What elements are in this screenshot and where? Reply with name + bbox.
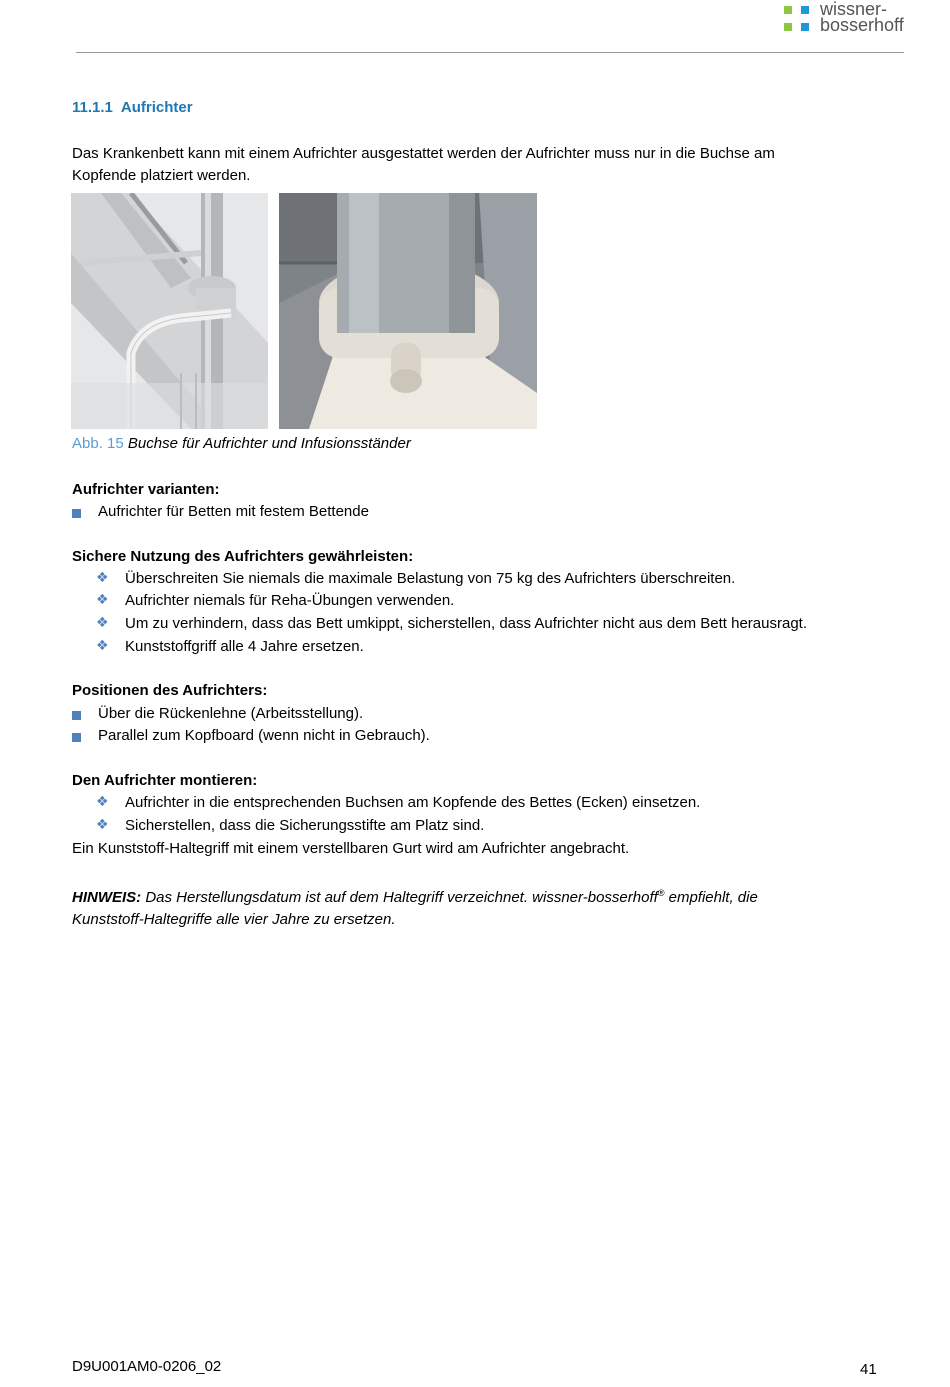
intro-line-2: Kopfende platziert werden. [72, 167, 251, 184]
diamond-bullet-icon: ❖ [96, 638, 109, 654]
brand-logo [784, 0, 914, 38]
diamond-bullet-icon: ❖ [96, 794, 109, 810]
note-text: empfiehlt, die [664, 889, 758, 906]
note-text: Das Herstellungsdatum ist auf dem Haltegriff verzeichnet. wissner-bosserhoff [141, 889, 658, 906]
section-title-text: Aufrichter [120, 99, 193, 116]
note-lead: HINWEIS: [72, 889, 142, 906]
logo-text-line1: wissner- [820, 0, 888, 19]
document-code: D9U001AM0-0206_02 [72, 1358, 222, 1375]
note-line-2: Kunststoff-Haltegriffe alle vier Jahre zu ersetzen. [72, 911, 396, 928]
list-item-text: Aufrichter in die entsprechenden Buchsen am Kopfende des Bettes (Ecken) einsetzen. [125, 794, 701, 811]
list-item-text: Sicherstellen, dass die Sicherungsstifte am Platz sind. [125, 817, 485, 834]
square-bullet-icon [72, 509, 81, 518]
logo-square-green [784, 23, 792, 31]
figure-caption-text: Buchse für Aufrichter und Infusionsständer [127, 435, 411, 452]
list-item-text: Über die Rückenlehne (Arbeitsstellung). [98, 705, 364, 722]
mount-heading: Den Aufrichter montieren: [72, 772, 258, 789]
logo-square-green [784, 6, 792, 14]
positions-heading: Positionen des Aufrichters: [72, 682, 268, 699]
photo-socket-closeup [279, 193, 537, 429]
list-item-text: Überschreiten Sie niemals die maximale Belastung von 75 kg des Aufrichters überschreiten. [125, 570, 736, 587]
mount-note: Ein Kunststoff-Haltegriff mit einem verstellbaren Gurt wird am Aufrichter angebracht. [72, 840, 630, 857]
logo-square-blue [801, 23, 809, 31]
diamond-bullet-icon: ❖ [96, 817, 109, 833]
section-title [72, 99, 193, 116]
figure-label: Abb. 15 [72, 435, 124, 452]
intro-line-1: Das Krankenbett kann mit einem Aufrichter ausgestattet werden der Aufrichter muss nur in die Buchse am [72, 145, 775, 162]
note-line-1 [72, 882, 872, 909]
list-item-text: Aufrichter niemals für Reha-Übungen verwenden. [125, 592, 455, 609]
list-item-text: Um zu verhindern, dass das Bett umkippt, sicherstellen, dass Aufrichter nicht aus dem Bett herausragt. [125, 615, 807, 632]
diamond-bullet-icon: ❖ [96, 592, 109, 608]
square-bullet-icon [72, 733, 81, 742]
safe-use-heading: Sichere Nutzung des Aufrichters gewährleisten: [72, 548, 414, 565]
list-item-text: Parallel zum Kopfboard (wenn nicht in Gebrauch). [98, 727, 430, 744]
variants-heading: Aufrichter varianten: [72, 481, 220, 498]
list-item-text: Aufrichter für Betten mit festem Bettende [98, 503, 369, 520]
logo-text-line2: bosserhoff [820, 15, 904, 35]
figure-caption [72, 435, 411, 452]
list-item-text: Kunststoffgriff alle 4 Jahre ersetzen. [125, 638, 364, 655]
section-number: 11.1.1 [72, 99, 113, 116]
page-number: 41 [860, 1361, 877, 1378]
square-bullet-icon [72, 711, 81, 720]
diamond-bullet-icon: ❖ [96, 570, 109, 586]
hinweis-note [72, 882, 872, 931]
registered-mark: ® [657, 888, 665, 898]
photo-bed-socket [71, 193, 268, 429]
diamond-bullet-icon: ❖ [96, 615, 109, 631]
header-divider [76, 52, 904, 53]
logo-square-blue [801, 6, 809, 14]
